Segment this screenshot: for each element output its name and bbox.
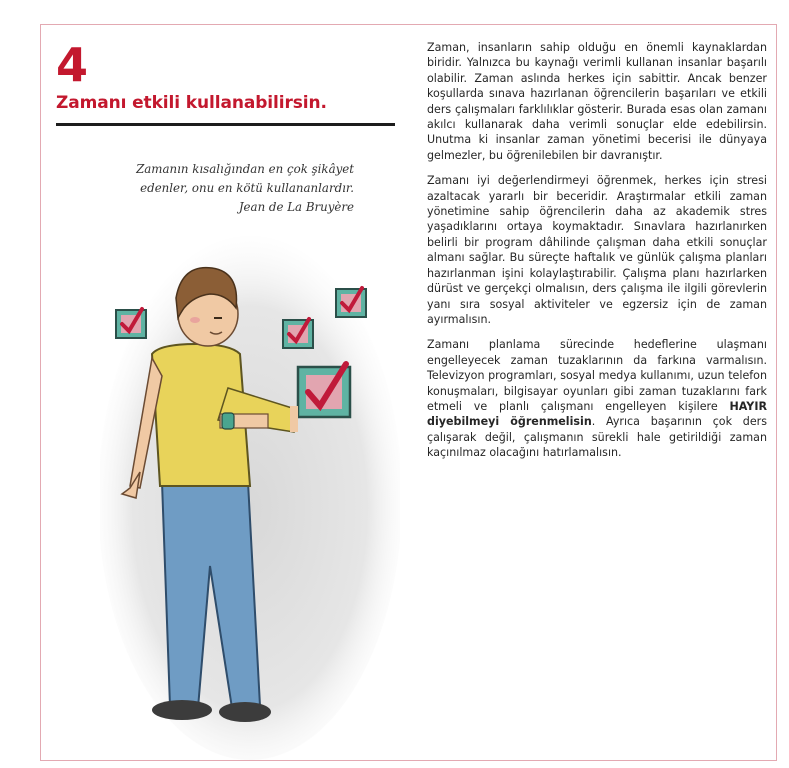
- paragraph-3-emphasis: HAYIR diyebilmeyi öğrenmelisin: [427, 399, 767, 429]
- paragraph-2: Zamanı iyi değerlendirmeyi öğrenmek, herkes için stresi azaltacak yararlı bir beceridir. Araştırmalar etkili zaman yönetimine sahip öğrencilerin daha az akademik stres yaşadıklarını ortaya koymaktadır. Sınavlara hazırlanırken belirli bir program dâhilinde çalışman daha etkili sonuçlar almanı sağlar. Bu süreçte haftalık ve günlük çalışma planları hazırlanman işini kolaylaştırabilir. Çalışma planı hazırlarken dürüst ve gerçekçi olmalısın, ders çalışma ile ilgili görevlerin yanı sıra sosyal aktiviteler ve egzersiz için de zaman ayırmalısın.: [427, 174, 767, 326]
- quote-author: Jean de La Bruyère: [238, 200, 354, 214]
- section-title: Zamanı etkili kullanabilirsin.: [56, 93, 327, 113]
- paragraph-3-end: . Ayrıca başarının çok ders çalışarak değil, çalışmanın sürekli hale getirildiği zaman kaçınılmaz olacağını hatırlamalısın.: [427, 415, 767, 460]
- paragraph-3-start: Zamanı planlama sürecinde hedeflerine ulaşmanı engelleyecek zaman tuzaklarının da farkına varmalısın. Televizyon programları, sosyal medya kullanımı, uzun telefon konuşmaları, bilgisayar oyunları gibi zaman tuzaklarını fark etmeli ve planlı çalışmanı engelleyen kişilere: [427, 338, 767, 413]
- title-divider: [56, 123, 395, 126]
- checkbox-icon: [116, 309, 146, 338]
- quote-block: [120, 160, 354, 217]
- section-number: 4: [56, 38, 89, 92]
- quote-line-1: Zamanın kısalığından en çok şikâyet: [136, 162, 354, 176]
- body-text-column: [427, 40, 767, 471]
- paragraph-3: [427, 337, 767, 460]
- checkbox-icon: [336, 288, 366, 317]
- checkbox-icon: [283, 319, 313, 348]
- quote-line-2: edenler, onu en kötü kullananlardır.: [140, 181, 354, 195]
- paragraph-1: Zaman, insanların sahip olduğu en önemli kaynaklardan biridir. Yalnızca bu kaynağı verimli kullanan insanlar başarılı olabilir. Zaman aslında herkes için sabittir. Ancak benzer koşullarda sınava hazırlanan öğrencilerin başarıları ve etkili ders çalışmaları farklılıklar gösterir. Burada esas olan zamanı akılcı kullanarak daha verimli sonuçlar elde edebilirsin. Unutma ki insanlar zaman yönetimi becerisi ile dünyaya gelmezler, bu öğrenilebilen bir davranıştır.: [427, 41, 767, 162]
- checkbox-icon: [298, 364, 350, 417]
- wristwatch-icon: [222, 413, 234, 429]
- boy-checking-watch-illustration: [100, 236, 400, 761]
- boy-head: [176, 268, 238, 346]
